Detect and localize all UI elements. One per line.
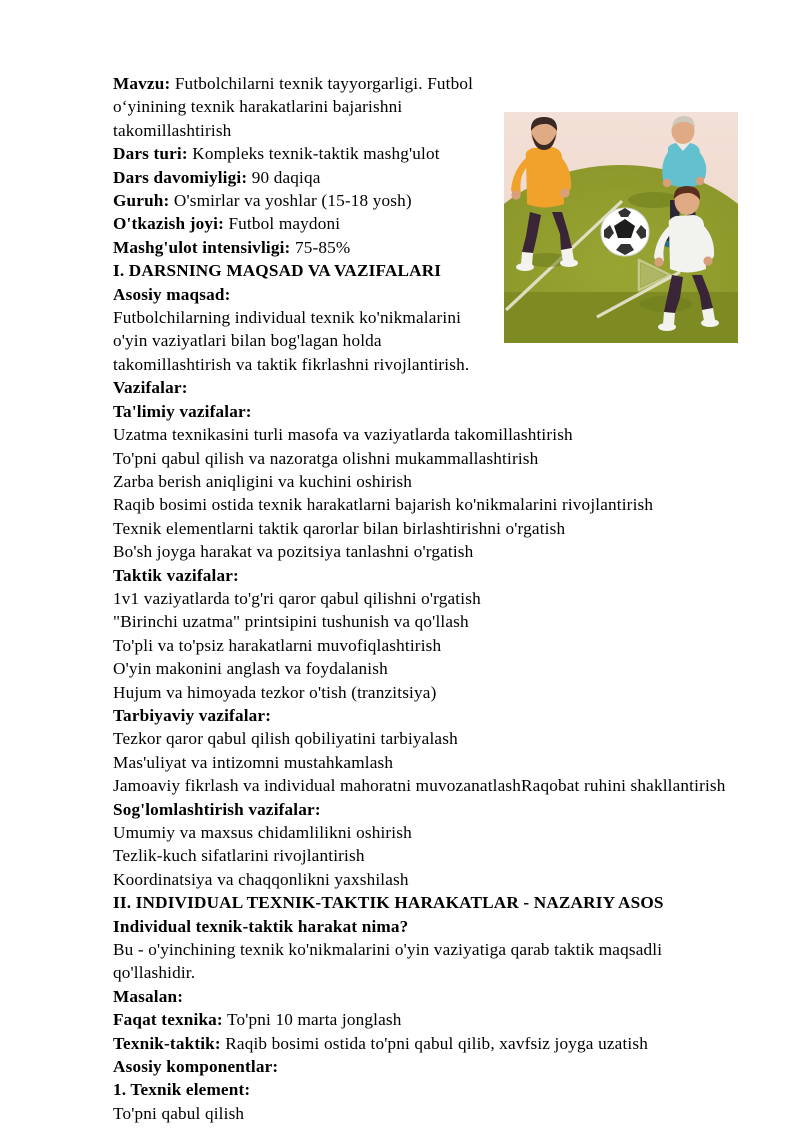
section-heading (113, 915, 738, 938)
line-label: Mashg'ulot intensivligi: (113, 237, 291, 257)
body-line (113, 751, 738, 774)
line-value: 1v1 vaziyatlarda to'g'ri qaror qabul qilishni o'rgatish (113, 588, 481, 608)
line-value: Bo'sh joyga harakat va pozitsiya tanlashni o'rgatish (113, 542, 474, 562)
line-value: 75-85% (290, 237, 351, 257)
line-value: O'yin makonini anglash va foydalanish (113, 659, 388, 679)
section-heading (113, 400, 738, 423)
body-line (113, 727, 738, 750)
body-line (113, 493, 738, 516)
line-label: Dars davomiyligi: (113, 167, 248, 187)
line-label: Ta'limiy vazifalar: (113, 401, 252, 421)
line-label: Sog'lomlashtirish vazifalar: (113, 799, 321, 819)
section-heading (113, 985, 738, 1008)
section-heading (113, 564, 738, 587)
body-line (113, 517, 738, 540)
line-value: Futbol maydoni (223, 214, 341, 234)
line-label: Asosiy komponentlar: (113, 1057, 279, 1077)
line-value: To'pni qabul qilish va nazoratga olishni mukammallashtirish (113, 448, 539, 468)
section-heading (113, 1078, 738, 1101)
soccer-ball (601, 208, 649, 256)
illustration-svg (504, 112, 738, 343)
line-label: Individual texnik-taktik harakat nima? (113, 916, 409, 936)
line-label: I. DARSNING MAQSAD VA VAZIFALARI (113, 261, 442, 281)
section-heading (113, 704, 738, 727)
line-value: To'pni qabul qilish (113, 1103, 245, 1123)
body-line (113, 540, 738, 563)
section-heading (113, 376, 738, 399)
line-label: Vazifalar: (113, 378, 188, 398)
line-label: O'tkazish joyi: (113, 214, 224, 234)
line-value: Kompleks texnik-taktik mashg'ulot (187, 144, 440, 164)
line-value: Tezkor qaror qabul qilish qobiliyatini tarbiyalash (113, 729, 458, 749)
line-value: Raqib bosimi ostida texnik harakatlarni bajarish ko'nikmalarini rivojlantirish (113, 495, 654, 515)
section-heading (113, 891, 738, 914)
line-value: Bu - o'yinchining texnik ko'nikmalarini o'yin vaziyatiga qarab taktik maqsadli qo'llashidir. (113, 940, 663, 983)
body-line (113, 774, 738, 797)
line-value: Tezlik-kuch sifatlarini rivojlantirish (113, 846, 365, 866)
line-value: Futbolchilarning individual texnik ko'nikmalarini o'yin vaziyatlari bilan bog'lagan holda takomillashtirish va taktik fikrlashni rivojlantirish. (113, 308, 470, 374)
line-label: Asosiy maqsad: (113, 284, 231, 304)
line-value: Raqib bosimi ostida to'pni qabul qilib, xavfsiz joyga uzatish (220, 1033, 648, 1053)
body-line (113, 447, 738, 470)
body-line (113, 681, 738, 704)
body-line (113, 1102, 738, 1125)
line-value: Texnik elementlarni taktik qarorlar bilan birlashtirishni o'rgatish (113, 518, 566, 538)
label-value-line (113, 1008, 738, 1031)
line-label: Faqat texnika: (113, 1010, 223, 1030)
body-line (113, 470, 738, 493)
line-value: O'smirlar va yoshlar (15-18 yosh) (169, 191, 412, 211)
line-label: Taktik vazifalar: (113, 565, 239, 585)
body-line (113, 844, 738, 867)
line-value: Hujum va himoyada tezkor o'tish (tranzitsiya) (113, 682, 437, 702)
body-line (113, 634, 738, 657)
football-training-illustration (504, 112, 738, 343)
line-value: Jamoaviy fikrlash va individual mahoratni muvozanatlashRaqobat ruhini shakllantirish (113, 776, 726, 796)
line-label: Masalan: (113, 986, 184, 1006)
line-label: Texnik-taktik: (113, 1033, 221, 1053)
body-line (113, 423, 738, 446)
body-line (113, 587, 738, 610)
body-line (113, 657, 738, 680)
document-body (113, 72, 738, 1125)
line-value: Futbolchilarni texnik tayyorgarligi. Futbol oʻyinining texnik harakatlarini bajarishni takomillashtirish (113, 74, 474, 140)
line-label: Tarbiyaviy vazifalar: (113, 705, 272, 725)
line-value: Zarba berish aniqligini va kuchini oshirish (113, 471, 413, 491)
body-line (113, 610, 738, 633)
line-label: Guruh: (113, 191, 170, 211)
line-value: Koordinatsiya va chaqqonlikni yaxshilash (113, 869, 409, 889)
line-value: To'pli va to'psiz harakatlarni muvofiqlashtirish (113, 635, 442, 655)
line-value: "Birinchi uzatma" printsipini tushunish va qo'llash (113, 612, 469, 632)
line-label: Mavzu: (113, 74, 171, 93)
section-heading (113, 1055, 738, 1078)
line-value: Umumiy va maxsus chidamlilikni oshirish (113, 823, 412, 842)
line-value: Uzatma texnikasini turli masofa va vaziyatlarda takomillashtirish (113, 425, 573, 445)
label-value-line (113, 1032, 738, 1055)
line-value: Mas'uliyat va intizomni mustahkamlash (113, 752, 394, 772)
body-line (113, 868, 738, 891)
line-label: Dars turi: (113, 144, 188, 164)
line-label: II. INDIVIDUAL TEXNIK-TAKTIK HARAKATLAR - NAZARIY ASOS (113, 893, 664, 913)
line-value: 90 daqiqa (247, 167, 321, 187)
line-label: 1. Texnik element: (113, 1080, 251, 1100)
line-value: To'pni 10 marta jonglash (222, 1010, 402, 1030)
section-heading (113, 798, 738, 821)
body-line (113, 821, 738, 844)
body-line (113, 938, 738, 985)
